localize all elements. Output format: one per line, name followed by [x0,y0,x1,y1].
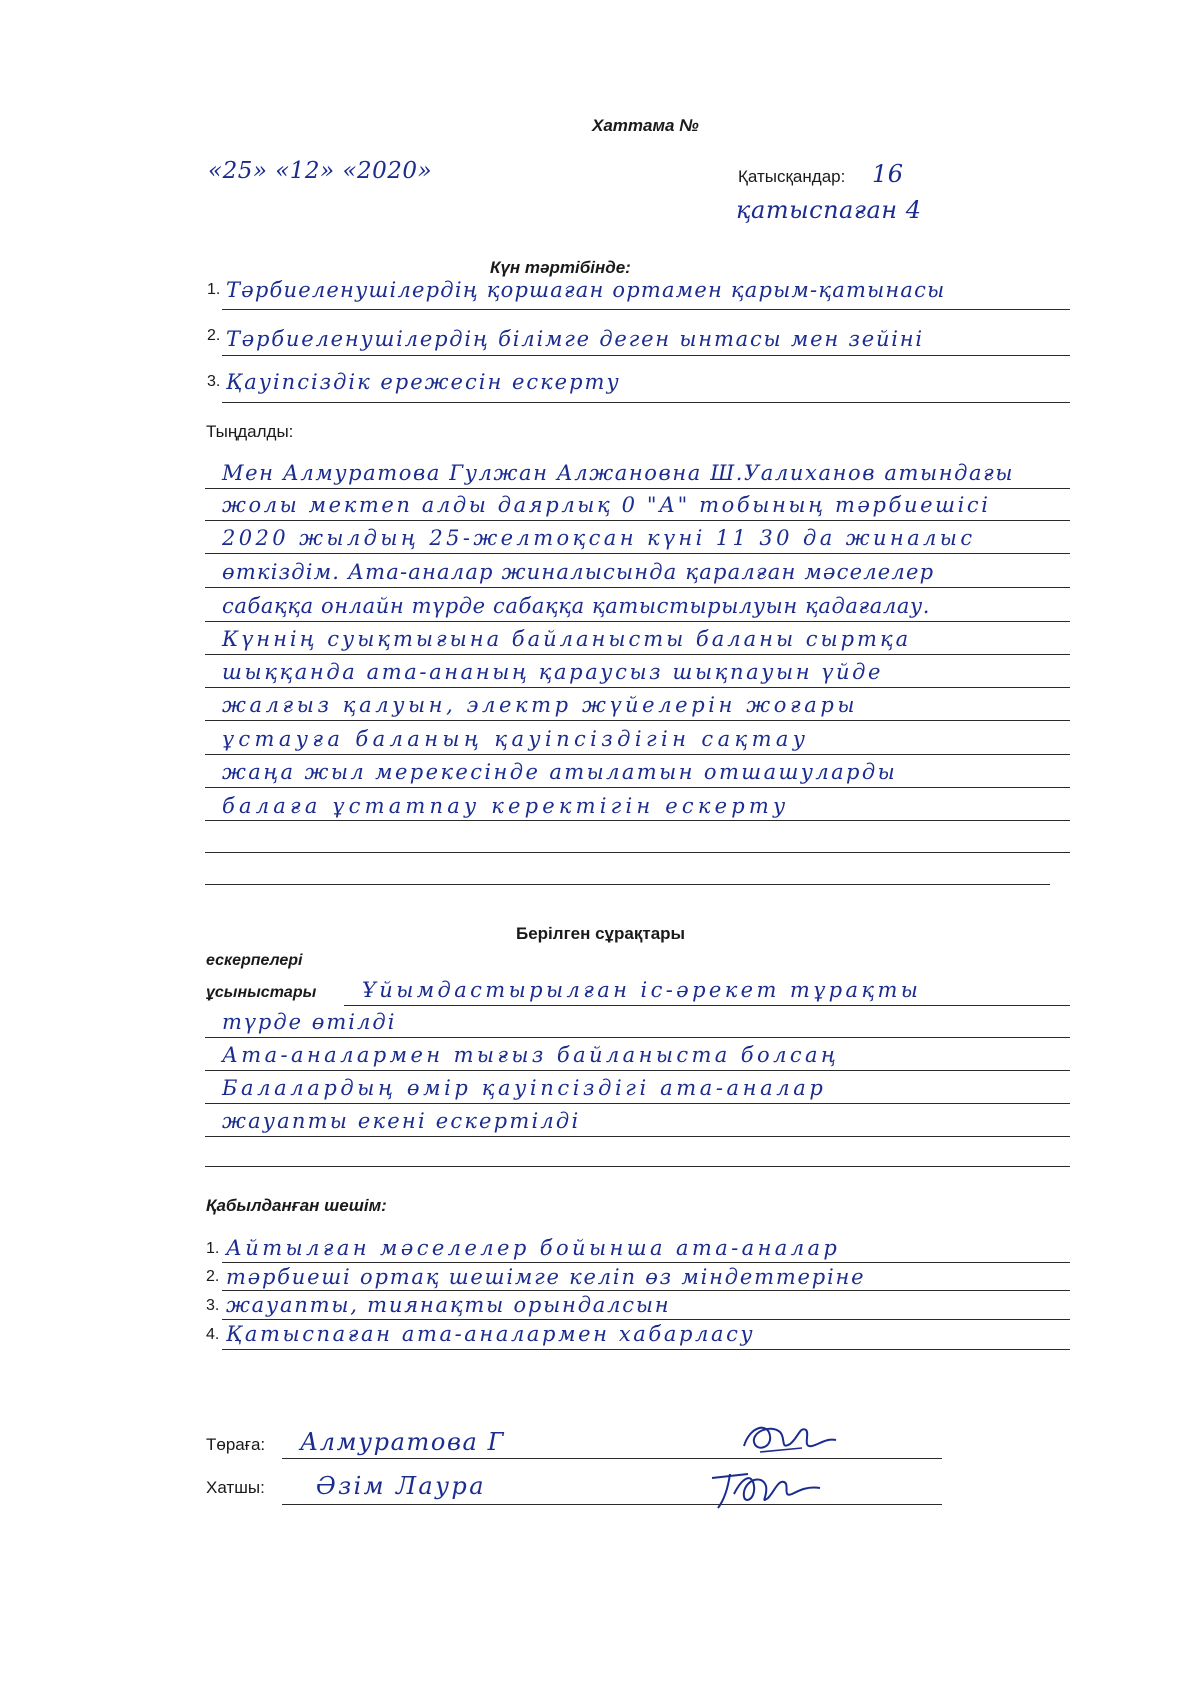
decision-item: жауапты, тиянақты орындалсын [226,1293,671,1317]
decision-item-number: 3. [206,1297,220,1314]
ruled-line [205,621,1070,622]
remarks-label: ескерпелері [206,952,303,969]
ruled-line [205,754,1070,755]
ruled-line [205,884,1050,885]
agenda-item-number: 3. [207,373,221,390]
ruled-line [205,787,1070,788]
decision-item: тәрбиеші ортақ шешімге келіп өз міндеттеріне [226,1265,866,1289]
questions-heading: Берілген сұрақтары [516,924,686,943]
agenda-item: Тәрбиеленушілердің қоршаған ортамен қарым-қатынасы [226,278,946,302]
ruled-line [222,1290,1070,1291]
heard-line: ұстауға баланың қауіпсіздігін сақтау [222,727,810,751]
agenda-line [222,309,1070,310]
ruled-line [205,1070,1070,1071]
ruled-line [205,687,1070,688]
question-line: жауапты екені ескертілді [222,1109,581,1133]
chair-name: Алмуратова Г [300,1428,506,1456]
decision-item-number: 4. [206,1326,220,1343]
meeting-date: «25» «12» «2020» [208,158,433,184]
question-line: Балалардың өмір қауіпсіздігі ата-аналар [222,1076,827,1100]
ruled-line [205,553,1070,554]
decision-item: Қатыспаған ата-аналармен хабарласу [226,1322,756,1346]
decision-item: Айтылған мәселелер бойынша ата-аналар [226,1236,841,1260]
agenda-item-number: 2. [207,327,221,344]
heard-line: өткіздім. Ата-аналар жиналысында қаралған мәселелер [222,560,935,584]
participants-label: Қатысқандар: [738,167,846,186]
heard-label: Тыңдалды: [206,422,294,441]
agenda-line [222,402,1070,403]
ruled-line [344,1005,1070,1006]
question-line: түрде өтілді [222,1010,397,1034]
heard-line: Күннің суықтығына байланысты баланы сыртқа [222,627,912,651]
chair-label: Төраға: [206,1435,266,1454]
agenda-line [222,355,1070,356]
ruled-line [205,520,1070,521]
ruled-line [205,488,1070,489]
chair-signature-image [740,1418,840,1458]
ruled-line [222,1349,1070,1350]
ruled-line [205,1136,1070,1137]
ruled-line [205,820,1070,821]
heard-line: Мен Алмуратова Гулжан Алжановна Ш.Уалиханов атындағы [222,461,1015,485]
agenda-heading: Күн тәртібінде: [490,258,631,277]
ruled-line [205,852,1070,853]
heard-line: жаңа жыл мерекесінде атылатын отшашуларды [222,760,898,784]
heard-line: жолы мектеп алды даярлық 0 "А" тобының тәрбиешісі [222,493,991,517]
agenda-item: Тәрбиеленушілердің білімге деген ынтасы мен зейіні [226,327,924,351]
decision-heading: Қабылданған шешім: [206,1196,387,1215]
heard-line: шыққанда ата-ананың қараусыз шықпауын үйде [222,660,884,684]
heard-line: 2020 жылдың 25-желтоқсан күні 11 30 да жиналыс [222,526,976,550]
secretary-signature-image [708,1464,828,1512]
secretary-label: Хатшы: [206,1478,265,1497]
ruled-line [222,1262,1070,1263]
agenda-item-number: 1. [207,281,221,298]
ruled-line [205,720,1070,721]
agenda-item: Қауіпсіздік ережесін ескерту [226,370,621,394]
decision-item-number: 1. [206,1240,220,1257]
heard-line: жалғыз қалуын, электр жүйелерін жоғары [222,693,859,717]
heard-line: сабаққа онлайн түрде сабаққа қатыстырылуын қадағалау. [222,594,931,618]
proposals-label: ұсыныстары [206,984,317,1001]
participants-count: 16 [872,160,904,188]
ruled-line [205,587,1070,588]
document-title: Хаттама № [592,116,699,135]
absent-note: қатыспаған 4 [736,196,922,224]
ruled-line [205,1166,1070,1167]
secretary-signature-line [282,1504,942,1505]
question-line: Ұйымдастырылған іс-әрекет тұрақты [362,978,922,1002]
heard-line: балаға ұстатпау керектігін ескерту [222,794,790,818]
chair-signature-line [282,1458,942,1459]
decision-item-number: 2. [206,1268,220,1285]
question-line: Ата-аналармен тығыз байланыста болсаң [222,1043,840,1067]
ruled-line [205,1037,1070,1038]
ruled-line [205,1103,1070,1104]
secretary-name: Әзім Лаура [316,1472,486,1500]
ruled-line [222,1319,1070,1320]
ruled-line [205,654,1070,655]
